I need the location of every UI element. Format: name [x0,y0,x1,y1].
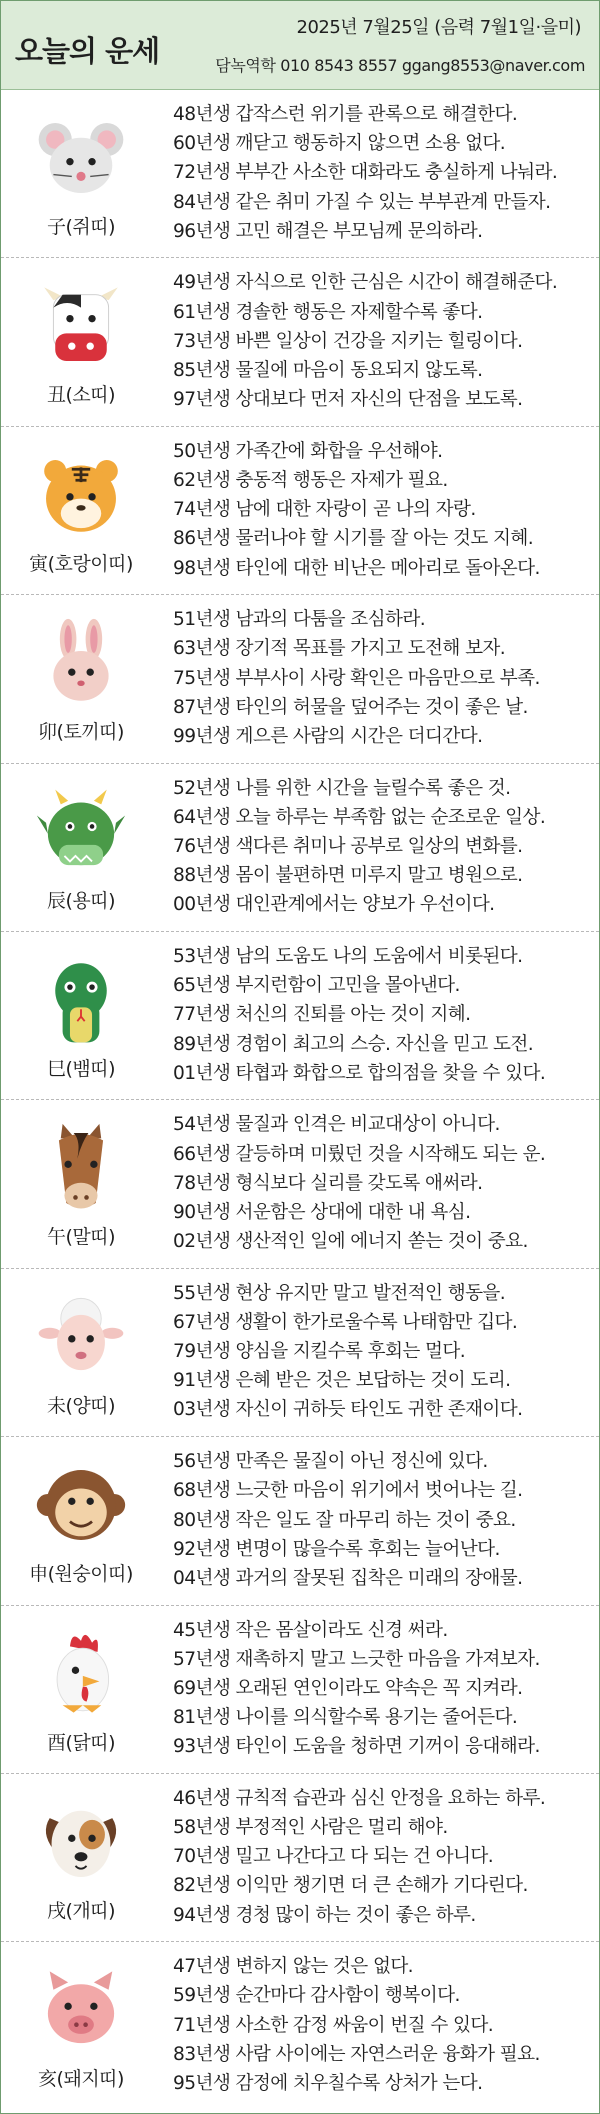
fortune-line: 00년생 대인관계에서는 양보가 우선이다. [173,894,495,916]
fortune-line: 50년생 가족간에 화합을 우선해야. [173,440,443,462]
fortune-row [1,1942,599,2110]
fortune-row [1,258,599,426]
fortune-line: 73년생 바쁜 일상이 건강을 지키는 힐링이다. [173,330,523,352]
fortune-lines [173,774,591,920]
fortune-row [1,90,599,258]
fortune-line: 04년생 과거의 잘못된 집착은 미래의 장애물. [173,1567,523,1589]
fortune-row [1,1606,599,1774]
zodiac-label: 丑(소띠) [46,384,116,407]
fortune-line: 94년생 경청 많이 하는 것이 좋은 하루. [173,1904,476,1926]
animal-column [1,1606,161,1773]
tiger-icon [35,449,127,541]
fortune-line: 79년생 양심을 지킬수록 후회는 멀다. [173,1341,466,1363]
horse-icon [35,1122,127,1214]
fortune-lines [173,1616,591,1762]
fortune-line: 91년생 은혜 받은 것은 보답하는 것이 도리. [173,1370,511,1392]
fortune-line: 61년생 경솔한 행동은 자제할수록 좋다. [173,301,483,323]
dragon-icon [35,786,127,878]
zodiac-label: 亥(돼지띠) [38,2068,124,2091]
fortune-line: 95년생 감정에 치우칠수록 상처가 는다. [173,2073,483,2095]
fortune-line: 47년생 변하지 않는 것은 없다. [173,1956,413,1978]
zodiac-label: 未(양띠) [46,1394,116,1417]
fortune-row [1,427,599,595]
rabbit-icon [35,617,127,709]
fortune-line: 65년생 부지런함이 고민을 몰아낸다. [173,975,460,997]
fortune-line: 81년생 나이를 의식할수록 용기는 줄어든다. [173,1707,518,1729]
fortune-lines [173,1952,591,2098]
fortune-line: 45년생 작은 몸살이라도 신경 써라. [173,1619,448,1641]
fortune-row [1,595,599,763]
animal-column [1,1437,161,1604]
fortune-line: 56년생 만족은 물질이 아닌 정신에 있다. [173,1451,488,1473]
zodiac-label: 辰(용띠) [46,889,116,912]
fortune-row [1,764,599,932]
animal-column [1,595,161,762]
monkey-icon [35,1459,127,1551]
animal-column [1,1100,161,1267]
fortune-line: 52년생 나를 위한 시간을 늘릴수록 좋은 것. [173,777,511,799]
header [1,1,599,90]
zodiac-label: 巳(뱀띠) [46,1057,116,1080]
fortune-line: 83년생 사람 사이에는 자연스러운 융화가 필요. [173,2043,540,2065]
fortune-list [1,90,599,2111]
fortune-line: 57년생 재촉하지 말고 느긋한 마음을 가져보자. [173,1648,540,1670]
fortune-line: 63년생 장기적 목표를 가지고 도전해 보자. [173,638,506,660]
fortune-row [1,932,599,1100]
fortune-line: 99년생 게으른 사람의 시간은 더디간다. [173,725,483,747]
fortune-line: 98년생 타인에 대한 비난은 메아리로 돌아온다. [173,557,540,579]
fortune-line: 78년생 형식보다 실리를 갖도록 애써라. [173,1172,483,1194]
sheep-icon [35,1291,127,1383]
page-title: 오늘의 운세 [15,34,160,68]
fortune-line: 51년생 남과의 다툼을 조심하라. [173,609,426,631]
fortune-line: 86년생 물러나야 할 시기를 잘 아는 것도 지혜. [173,528,534,550]
fortune-row [1,1774,599,1942]
zodiac-label: 酉(닭띠) [46,1731,116,1754]
fortune-line: 60년생 깨닫고 행동하지 않으면 소용 없다. [173,133,506,155]
dog-icon [35,1796,127,1888]
ox-icon [35,280,127,372]
fortune-line: 02년생 생산적인 일에 에너지 쏟는 것이 중요. [173,1231,528,1253]
fortune-line: 80년생 작은 일도 잘 마무리 하는 것이 중요. [173,1509,516,1531]
contact-line: 담녹역학 010 8543 8557 ggang8553@naver.com [215,56,585,75]
fortune-line: 88년생 몸이 불편하면 미루지 말고 병원으로. [173,865,523,887]
animal-column [1,258,161,425]
fortune-row [1,1100,599,1268]
fortune-line: 92년생 변명이 많을수록 후회는 늘어난다. [173,1538,500,1560]
fortune-line: 64년생 오늘 하루는 부족함 없는 순조로운 일상. [173,806,546,828]
zodiac-label: 申(원숭이띠) [29,1563,133,1586]
fortune-line: 84년생 같은 취미 가질 수 있는 부부관계 만들자. [173,191,551,213]
fortune-line: 59년생 순간마다 감사함이 행복이다. [173,1985,460,2007]
fortune-line: 76년생 색다른 취미나 공부로 일상의 변화를. [173,835,523,857]
fortune-line: 68년생 느긋한 마음이 위기에서 벗어나는 길. [173,1480,523,1502]
fortune-line: 03년생 자신이 귀하듯 타인도 귀한 존재이다. [173,1399,523,1421]
fortune-line: 82년생 이익만 챙기면 더 큰 손해가 기다린다. [173,1875,528,1897]
fortune-lines [173,1447,591,1593]
fortune-line: 96년생 고민 해결은 부모님께 문의하라. [173,220,483,242]
fortune-line: 48년생 갑작스런 위기를 관록으로 해결한다. [173,104,518,125]
fortune-line: 90년생 서운함은 상대에 대한 내 욕심. [173,1201,471,1223]
fortune-line: 75년생 부부사이 사랑 확인은 마음만으로 부족. [173,667,540,689]
fortune-line: 77년생 처신의 진퇴를 아는 것이 지혜. [173,1004,471,1026]
fortune-lines [173,268,591,414]
fortune-line: 62년생 충동적 행동은 자제가 필요. [173,469,448,491]
zodiac-label: 午(말띠) [46,1226,116,1249]
snake-icon [35,954,127,1046]
fortune-line: 01년생 타협과 화합으로 합의점을 찾을 수 있다. [173,1062,546,1084]
fortune-row [1,1437,599,1605]
fortune-line: 71년생 사소한 감정 싸움이 번질 수 있다. [173,2014,494,2036]
fortune-line: 58년생 부정적인 사람은 멀리 해야. [173,1817,448,1839]
animal-column [1,932,161,1099]
animal-column [1,1774,161,1941]
fortune-line: 93년생 타인이 도움을 청하면 기꺼이 응대해라. [173,1736,540,1758]
animal-column [1,764,161,931]
zodiac-label: 戌(개띠) [46,1899,116,1922]
animal-column [1,90,161,257]
fortune-lines [173,1784,591,1930]
animal-column [1,427,161,594]
fortune-line: 54년생 물질과 인격은 비교대상이 아니다. [173,1114,500,1136]
fortune-line: 97년생 상대보다 먼저 자신의 단점을 보도록. [173,389,523,411]
fortune-line: 46년생 규칙적 습관과 심신 안정을 요하는 하루. [173,1787,546,1809]
fortune-line: 87년생 타인의 허물을 덮어주는 것이 좋은 날. [173,696,528,718]
fortune-lines [173,1279,591,1425]
fortune-line: 67년생 생활이 한가로울수록 나태함만 깁다. [173,1311,518,1333]
zodiac-label: 子(쥐띠) [46,216,116,238]
fortune-lines [173,1110,591,1256]
fortune-line: 74년생 남에 대한 자랑이 곧 나의 자랑. [173,499,476,521]
animal-column [1,1269,161,1436]
fortune-line: 55년생 현상 유지만 말고 발전적인 행동을. [173,1282,506,1304]
fortune-lines [173,100,591,246]
rat-icon [35,112,127,204]
fortune-lines [173,437,591,583]
fortune-line: 70년생 밀고 나간다고 다 되는 건 아니다. [173,1846,494,1868]
fortune-line: 69년생 오래된 연인이라도 약속은 꼭 지켜라. [173,1677,523,1699]
fortune-lines [173,942,591,1088]
fortune-line: 66년생 갈등하며 미뤘던 것을 시작해도 되는 운. [173,1143,546,1165]
fortune-line: 72년생 부부간 사소한 대화라도 충실하게 나눠라. [173,162,558,184]
rooster-icon [35,1628,127,1720]
zodiac-label: 卯(토끼띠) [38,721,124,744]
fortune-line: 89년생 경험이 최고의 스승. 자신을 믿고 도전. [173,1033,534,1055]
fortune-lines [173,605,591,751]
date-line: 2025년 7월25일 (음력 7월1일·을미) [296,17,581,38]
fortune-line: 49년생 자식으로 인한 근심은 시간이 해결해준다. [173,272,558,294]
pig-icon [35,1964,127,2056]
animal-column [1,1942,161,2110]
fortune-line: 53년생 남의 도움도 나의 도움에서 비롯된다. [173,945,523,967]
fortune-line: 85년생 물질에 마음이 동요되지 않도록. [173,359,483,381]
fortune-row [1,1269,599,1437]
zodiac-label: 寅(호랑이띠) [29,552,133,575]
